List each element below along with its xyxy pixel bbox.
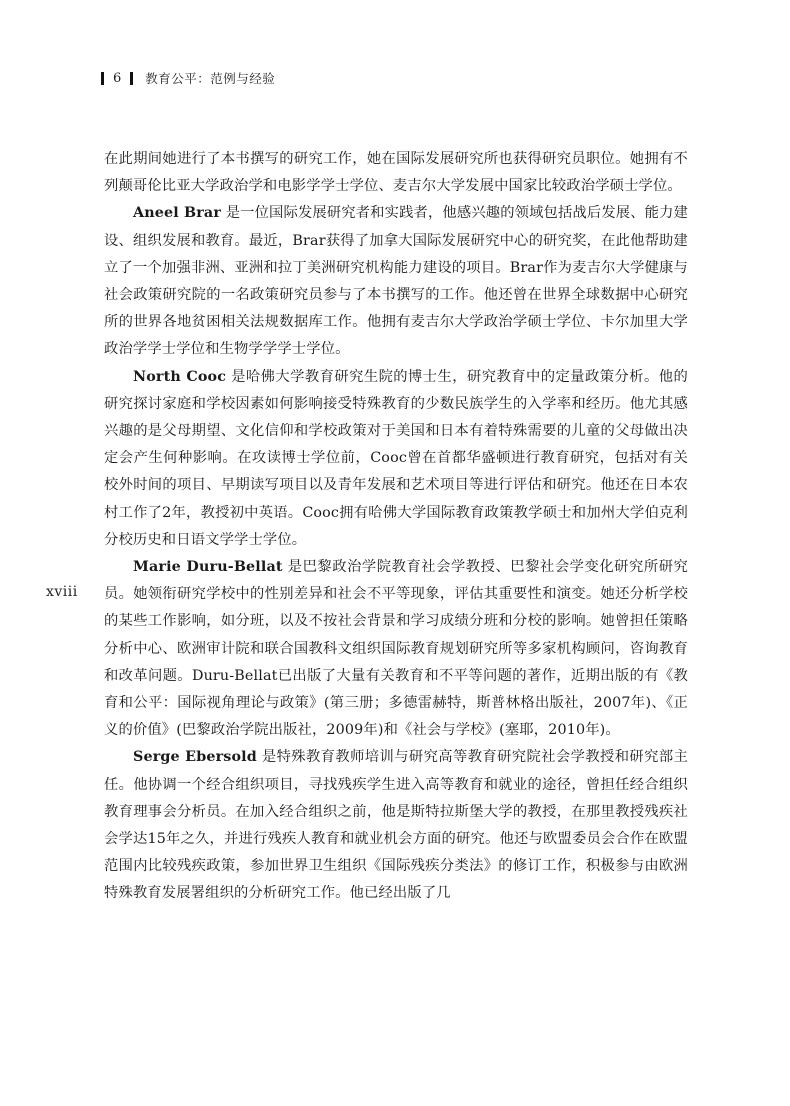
author-name: North Cooc [133, 368, 227, 385]
paragraph-text: 是一位国际发展研究者和实践者，他感兴趣的领域包括战后发展、能力建设、组织发展和教育。最近，Brar获得了加拿大国际发展研究中心的研究奖，在此他帮助建立了一个加强非洲、亚洲和拉丁美洲研究机构能力建设的项目。Brar作为麦吉尔大学健康与社会政策研究院的一名政策研究员参与了本书撰写的工作。他还曾在世界全球数据中心研究所的世界各地贫困相关法规数据库工作。他拥有麦吉尔大学政治学硕士学位、卡尔加里大学政治学学士学位和生物学学学士学位。 [104, 205, 689, 358]
page-number: 6 [113, 70, 122, 86]
author-name: Marie Duru-Bellat [133, 559, 283, 576]
header-left-rule [101, 72, 104, 85]
paragraph-text: 是特殊教育教师培训与研究高等教育研究院社会学教授和研究部主任。他协调一个经合组织项目，寻找残疾学生进入高等教育和就业的途径，曾担任经合组织教育理事会分析员。在加入经合组织之前，他是斯特拉斯堡大学的教授，在那里教授残疾社会学达15年之久，并进行残疾人教育和就业机会方面的研究。他还与欧盟委员会合作在欧盟范围内比较残疾政策，参加世界卫生组织《国际残疾分类法》的修订工作，积极参与由欧洲特殊教育发展署组织的分析研究工作。他已经出版了几 [104, 749, 688, 902]
running-header [101, 68, 275, 88]
paragraph-text: 在此期间她进行了本书撰写的研究工作，她在国际发展研究所也获得研究员职位。她拥有不列颠哥伦比亚大学政治学和电影学学士学位、麦吉尔大学发展中国家比较政治学硕士学位。 [104, 151, 688, 195]
bio-paragraph-cooc [104, 364, 688, 554]
side-folio: xviii [46, 584, 78, 600]
running-title: 教育公平：范例与经验 [145, 71, 276, 86]
paragraph-continuation [104, 146, 688, 200]
body-text [104, 146, 688, 908]
header-right-rule [130, 72, 133, 85]
bio-paragraph-ebersold [104, 744, 688, 907]
paragraph-text: 是巴黎政治学院教育社会学教授、巴黎社会学变化研究所研究员。她领衔研究学校中的性别差异和社会不平等现象，评估其重要性和演变。她还分析学校的某些工作影响，如分班，以及不按社会背景和学习成绩分班和分校的影响。她曾担任策略分析中心、欧洲审计院和联合国教科文组织国际教育规划研究所等多家机构顾问，咨询教育和改革问题。Duru-Bellat已出版了大量有关教育和不平等问题的著作，近期出版的有《教育和公平：国际视角理论与政策》(第三册；多德雷赫特，斯普林格出版社，2007年)、《正义的价值》(巴黎政治学院出版社，2009年)和《社会与学校》(塞耶，2010年)。 [104, 559, 688, 739]
bio-paragraph-brar [104, 200, 688, 363]
bio-paragraph-duru-bellat [104, 554, 688, 744]
paragraph-text: 是哈佛大学教育研究生院的博士生，研究教育中的定量政策分析。他的研究探讨家庭和学校因素如何影响接受特殊教育的少数民族学生的入学率和经历。他尤其感兴趣的是父母期望、文化信仰和学校政策对于美国和日本有着特殊需要的儿童的父母做出决定会产生何种影响。在攻读博士学位前，Cooc曾在首都华盛顿进行教育研究，包括对有关校外时间的项目、早期读写项目以及青年发展和艺术项目等进行评估和研究。他还在日本农村工作了2年，教授初中英语。Cooc拥有哈佛大学国际教育政策教学硕士和加州大学伯克利分校历史和日语文学学士学位。 [104, 368, 688, 548]
author-name: Aneel Brar [133, 205, 222, 222]
author-name: Serge Ebersold [133, 749, 257, 766]
